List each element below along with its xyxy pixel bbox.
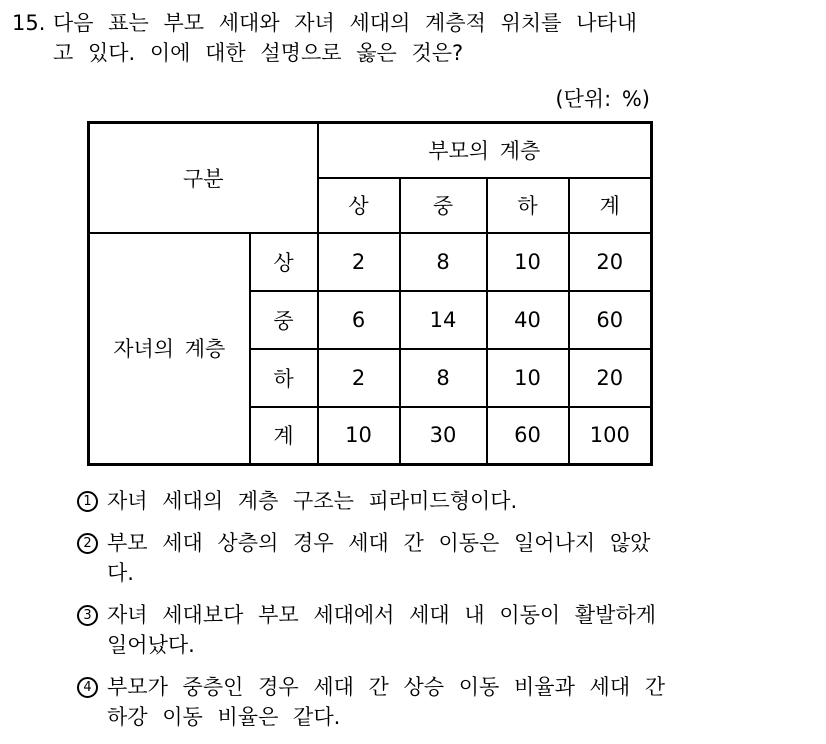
option-2-text <box>107 528 650 588</box>
option-1-line-1: 자녀 세대의 계층 구조는 피라미드형이다. <box>107 489 518 513</box>
option-3-line-2: 일어났다. <box>107 633 195 657</box>
cell-jung-ha: 40 <box>487 291 569 349</box>
option-2-circled-number: 2 <box>77 533 98 554</box>
cell-ha-total: 20 <box>569 349 652 407</box>
option-1-circled-number: 1 <box>77 491 98 512</box>
row-label-sang: 상 <box>250 233 318 291</box>
question-text <box>53 8 637 68</box>
column-header-jung: 중 <box>400 178 487 233</box>
option-4-line-1: 부모가 중층인 경우 세대 간 상승 이동 비율과 세대 간 <box>107 675 666 699</box>
row-label-total: 계 <box>250 407 318 465</box>
unit-label: (단위: %) <box>555 87 650 111</box>
option-2 <box>77 528 665 588</box>
answer-options <box>77 486 665 744</box>
cell-ha-jung: 8 <box>400 349 487 407</box>
option-4-line-2: 하강 이동 비율은 같다. <box>107 705 341 729</box>
cell-total-sang: 10 <box>318 407 400 465</box>
column-header-gye: 계 <box>569 178 652 233</box>
table-column-group-header: 부모의 계층 <box>318 123 652 178</box>
cell-sang-sang: 2 <box>318 233 400 291</box>
cell-total-jung: 30 <box>400 407 487 465</box>
option-2-line-2: 다. <box>107 561 134 585</box>
column-header-sang: 상 <box>318 178 400 233</box>
option-4 <box>77 672 665 732</box>
table-row <box>89 233 652 291</box>
cell-sang-jung: 8 <box>400 233 487 291</box>
table-header-row-1 <box>89 123 652 178</box>
option-4-text <box>107 672 665 732</box>
table-corner-header: 구분 <box>89 123 318 233</box>
cell-jung-jung: 14 <box>400 291 487 349</box>
row-label-jung: 중 <box>250 291 318 349</box>
table-row-group-header: 자녀의 계층 <box>89 233 250 465</box>
row-label-ha: 하 <box>250 349 318 407</box>
option-4-circled-number: 4 <box>77 677 98 698</box>
option-3-line-1: 자녀 세대보다 부모 세대에서 세대 내 이동이 활발하게 <box>107 603 657 627</box>
option-3-circled-number: 3 <box>77 605 98 626</box>
question-text-line-1: 다음 표는 부모 세대와 자녀 세대의 계층적 위치를 나타내 <box>53 11 637 35</box>
cell-ha-ha: 10 <box>487 349 569 407</box>
option-3 <box>77 600 665 660</box>
class-mobility-table <box>87 121 653 466</box>
option-2-line-1: 부모 세대 상층의 경우 세대 간 이동은 일어나지 않았 <box>107 531 651 555</box>
question-text-line-2: 고 있다. 이에 대한 설명으로 옳은 것은? <box>53 41 464 65</box>
cell-jung-total: 60 <box>569 291 652 349</box>
cell-sang-ha: 10 <box>487 233 569 291</box>
question-number: 15. <box>12 11 46 35</box>
cell-total-ha: 60 <box>487 407 569 465</box>
cell-sang-total: 20 <box>569 233 652 291</box>
option-1-text <box>107 486 517 516</box>
cell-ha-sang: 2 <box>318 349 400 407</box>
option-3-text <box>107 600 656 660</box>
question-block <box>12 8 637 68</box>
option-1 <box>77 486 665 516</box>
cell-total-total: 100 <box>569 407 652 465</box>
column-header-ha: 하 <box>487 178 569 233</box>
cell-jung-sang: 6 <box>318 291 400 349</box>
